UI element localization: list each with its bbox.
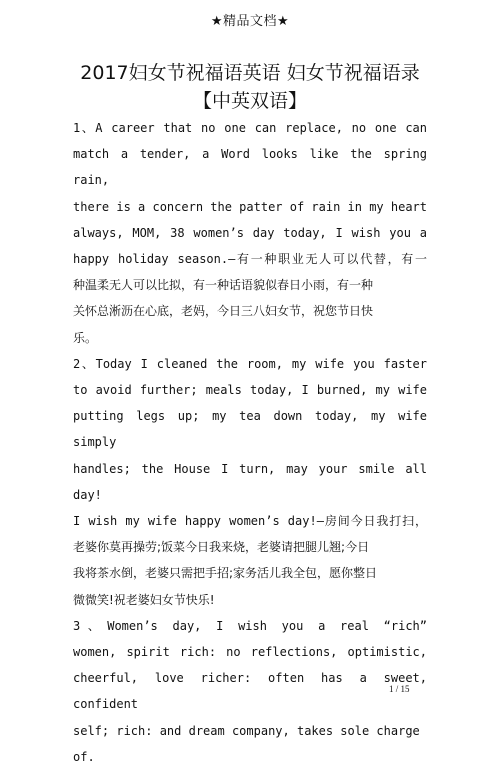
text-line: match a tender, a Word looks like the spring rain,	[73, 147, 427, 188]
text-line: 我将茶水倒，老婆只需把手招;家务活儿我全包，愿你整日	[73, 566, 378, 581]
text-line: 微微笑!祝老婆妇女节快乐!	[73, 592, 215, 607]
text-line: 1、A career that no one can replace, no one can	[73, 121, 427, 135]
text-line: there is a concern the patter of rain in my heart	[73, 199, 428, 214]
document-subtitle: 【中英双语】	[192, 90, 307, 112]
text-line: putting legs up; my tea down today, my wife simply	[73, 409, 427, 450]
page-number: 1 / 15	[389, 684, 410, 694]
text-line: cheerful, love richer: often has a sweet, confident	[73, 671, 427, 712]
text-line: 老婆你莫再操劳;饭菜今日我来烧，老婆请把腿儿翘;今日	[73, 540, 370, 555]
document-body	[73, 115, 427, 770]
text-line: 乐。	[73, 330, 98, 345]
page-header: ★精品文档★	[210, 14, 290, 29]
text-line: I wish my wife happy women’s day!—房间今日我打扫，	[73, 514, 427, 529]
document-title: 2017妇女节祝福语英语 妇女节祝福语录	[80, 62, 420, 84]
text-line: 种温柔无人可以比拟，有一种话语貌似春日小雨，有一种	[73, 278, 374, 293]
text-line: women, spirit rich: no reflections, optimistic,	[73, 645, 427, 660]
text-line: always, MOM, 38 women’s day today, I wish you a	[73, 225, 427, 240]
text-line: happy holiday season.—有一种职业无人可以代替，有一	[73, 252, 427, 267]
text-line: 2、Today I cleaned the room, my wife you faster	[73, 356, 427, 371]
text-line: handles; the House I turn, may your smile all day!	[73, 461, 427, 502]
paragraph-1	[73, 115, 427, 351]
paragraph-3	[73, 613, 427, 770]
text-line: self; rich: and dream company, takes sole charge of.	[73, 723, 420, 764]
text-line: 3、Women’s day, I wish you a real “rich”	[73, 618, 427, 633]
paragraph-2	[73, 351, 427, 613]
text-line: to avoid further; meals today, I burned, my wife	[73, 383, 427, 398]
text-line: 关怀总淅沥在心底，老妈，今日三八妇女节，祝您节日快	[73, 304, 374, 319]
